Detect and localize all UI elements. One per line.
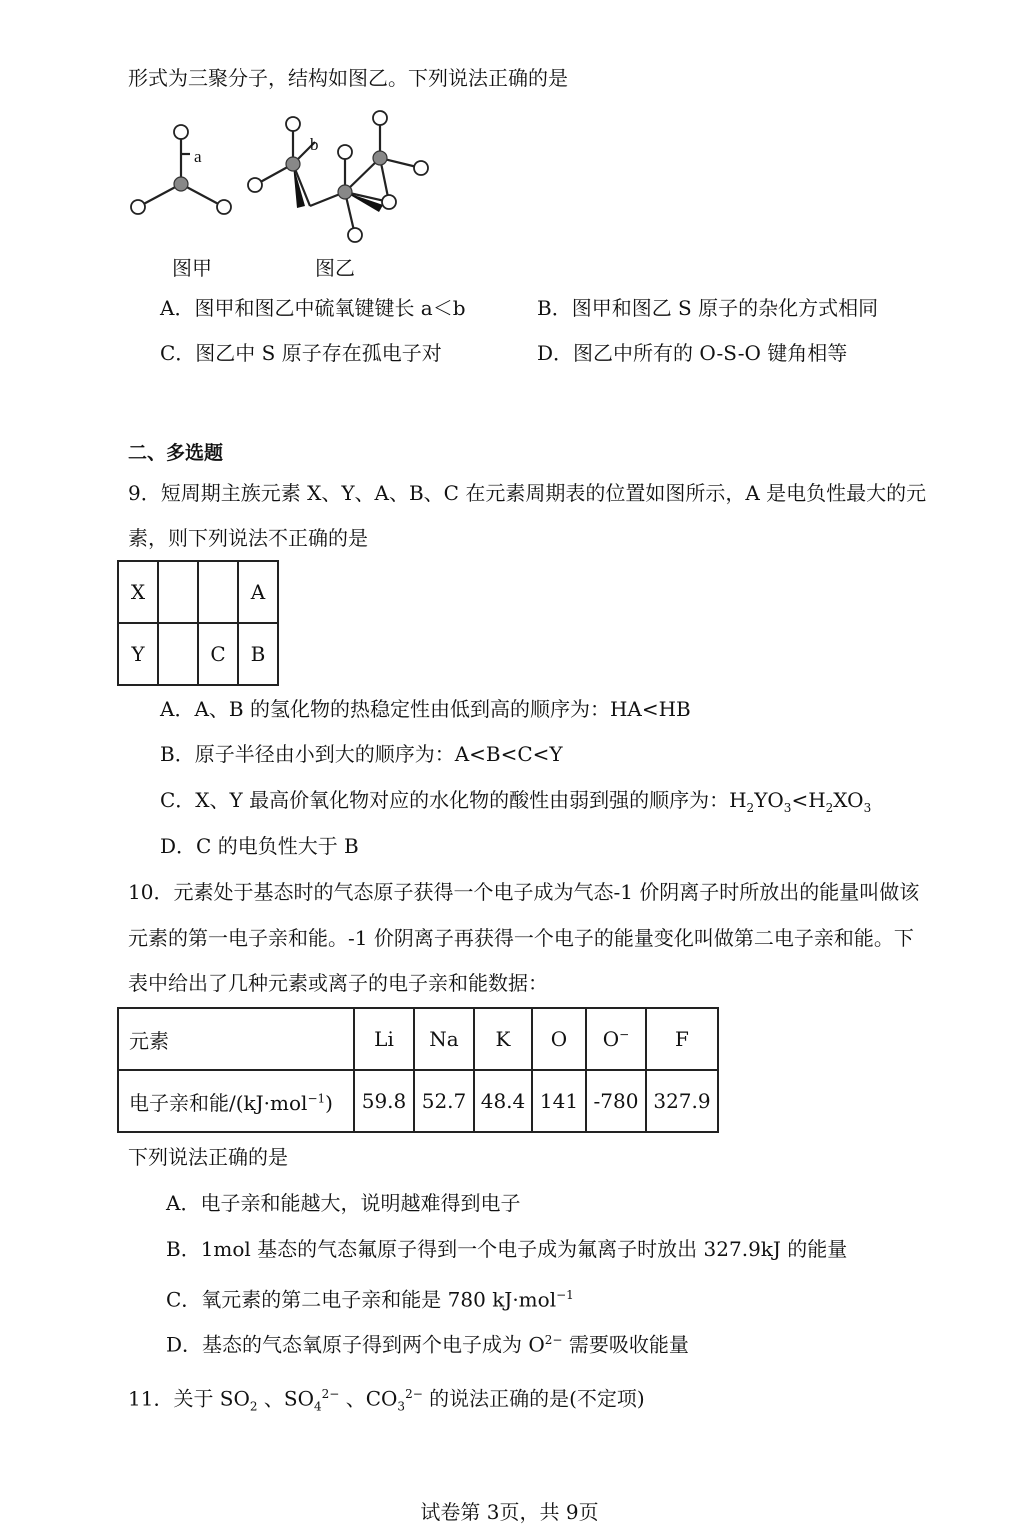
cell-b: B <box>238 623 278 685</box>
q10-option-c: C．氧元素的第二电子亲和能是 780 kJ·mol$^{-1}$ <box>166 1287 574 1312</box>
q9-stem-line1: 9．短周期主族元素 X、Y、A、B、C 在元素周期表的位置如图所示，A 是电负性最大的元 <box>128 481 927 505</box>
bond-label-b: b <box>310 135 319 154</box>
cell-x: X <box>118 561 158 623</box>
cell-a: A <box>238 561 278 623</box>
q8-option-b: B．图甲和图乙 S 原子的杂化方式相同 <box>537 296 879 320</box>
q9-periodic-table <box>117 560 279 686</box>
cell-c: C <box>198 623 238 685</box>
q9-option-a: A．A、B 的氢化物的热稳定性由低到高的顺序为：HA<HB <box>160 697 691 721</box>
bond-label-a: a <box>194 147 202 166</box>
q10-stem-line3: 表中给出了几种元素或离子的电子亲和能数据： <box>128 971 548 995</box>
row-label: 电子亲和能/(kJ·mol$^{-1}$) <box>118 1070 354 1132</box>
header-k: K <box>474 1008 532 1070</box>
value-o-minus: -780 <box>586 1070 646 1132</box>
q8-option-d: D．图乙中所有的 O-S-O 键角相等 <box>537 341 848 365</box>
header-o-minus: O− <box>586 1008 646 1070</box>
header-na: Na <box>414 1008 474 1070</box>
q9-option-b: B．原子半径由小到大的顺序为：A<B<C<Y <box>160 742 563 766</box>
header-o: O <box>532 1008 586 1070</box>
q10-option-a: A．电子亲和能越大，说明越难得到电子 <box>166 1191 521 1215</box>
q9-option-d: D．C 的电负性大于 B <box>160 834 359 858</box>
cell-empty <box>198 561 238 623</box>
q10-prompt: 下列说法正确的是 <box>128 1145 288 1169</box>
page-footer: 试卷第 3页，共 9页 <box>420 1500 599 1524</box>
value-f: 327.9 <box>646 1070 718 1132</box>
figure-jia-so3-molecule <box>120 118 250 228</box>
value-li: 59.8 <box>354 1070 414 1132</box>
q10-option-b: B．1mol 基态的气态氟原子得到一个电子成为氟离子时放出 327.9kJ 的能量 <box>166 1237 848 1261</box>
q10-stem-line1: 10．元素处于基态时的气态原子获得一个电子成为气态-1 价阴离子时所放出的能量叫做该 <box>128 880 920 904</box>
figure-caption-yi: 图乙 <box>315 256 355 280</box>
q11-stem: 11．关于 $SO_2$ 、$SO_4^{2-}$ 、$CO_3^{2-}$ 的说法正确的是(不定项) <box>128 1386 645 1414</box>
q9-stem-line2: 素，则下列说法不正确的是 <box>128 526 368 550</box>
q10-affinity-table <box>117 1007 719 1133</box>
q8-option-a: A．图甲和图乙中硫氧键键长 a＜b <box>160 296 466 320</box>
q10-option-d: D．基态的气态氧原子得到两个电子成为 $O^{2-}$ 需要吸收能量 <box>166 1332 689 1357</box>
value-o: 141 <box>532 1070 586 1132</box>
intro-text: 形式为三聚分子，结构如图乙。下列说法正确的是 <box>128 66 568 90</box>
cell-y: Y <box>118 623 158 685</box>
q8-option-c: C．图乙中 S 原子存在孤电子对 <box>160 341 442 365</box>
q9-option-c: C．X、Y 最高价氧化物对应的水化物的酸性由弱到强的顺序为：$H_2YO_3<H_2XO_3$ <box>160 788 872 815</box>
cell-empty <box>158 561 198 623</box>
figure-caption-jia: 图甲 <box>172 256 212 280</box>
section-title: 二、多选题 <box>128 442 224 464</box>
q10-stem-line2: 元素的第一电子亲和能。-1 价阴离子再获得一个电子的能量变化叫做第二电子亲和能。下 <box>128 926 914 950</box>
header-f: F <box>646 1008 718 1070</box>
figure-yi-trimer-molecule <box>245 110 445 250</box>
value-k: 48.4 <box>474 1070 532 1132</box>
header-element: 元素 <box>118 1008 354 1070</box>
header-li: Li <box>354 1008 414 1070</box>
value-na: 52.7 <box>414 1070 474 1132</box>
cell-empty <box>158 623 198 685</box>
